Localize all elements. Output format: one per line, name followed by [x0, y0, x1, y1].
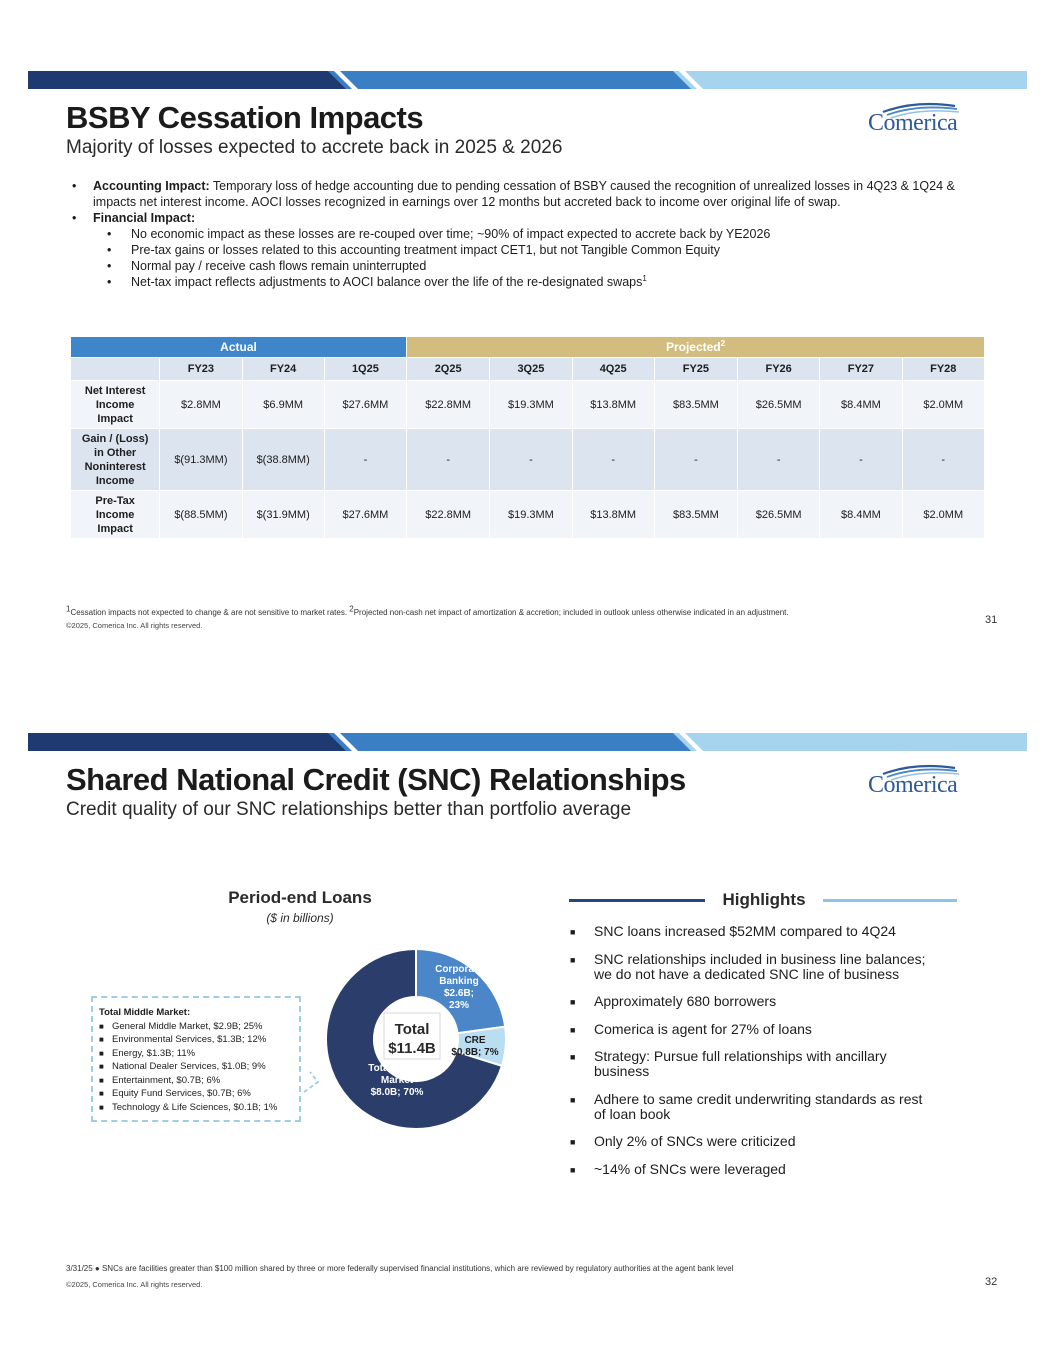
chart-title: Period-end Loans [228, 888, 372, 907]
slice-label-corporate-banking: Corporate Banking $2.6B; 23% [435, 964, 483, 1011]
table-row [71, 381, 985, 429]
logo-text: Comerica [868, 772, 958, 798]
callout-connector [304, 1072, 318, 1092]
sub-bullet: • Pre-tax gains or losses related to this accounting treatment impact CET1, but not Tangible Common Equity [107, 243, 720, 257]
table-cell: $(31.9MM) [242, 491, 324, 539]
column-header: FY23 [160, 358, 242, 381]
slide-subtitle: Credit quality of our SNC relationships better than portfolio average [66, 799, 632, 820]
sub-bullet: • Net-tax impact reflects adjustments to AOCI balance over the life of the re-designated swaps$^1$ [107, 273, 647, 289]
row-label: Pre-Tax Income Impact [71, 491, 160, 539]
middle-market-heading: Total Middle Market: [99, 1007, 191, 1018]
comerica-logo [865, 98, 973, 138]
table-cell: $22.8MM [407, 491, 490, 539]
column-header: FY24 [242, 358, 324, 381]
highlight-item: ■ Approximately 680 borrowers [570, 993, 777, 1009]
table-cell: - [820, 429, 902, 491]
bullet-financial-impact: • Financial Impact: [72, 211, 196, 225]
column-header: 3Q25 [490, 358, 572, 381]
table-cell: $22.8MM [407, 381, 490, 429]
table-cell: $19.3MM [490, 491, 572, 539]
slice-label-cre: CRE $0.8B; 7% [451, 1035, 499, 1058]
highlights-rule-left [569, 899, 705, 902]
header-banner [28, 71, 1027, 89]
table-cell: $27.6MM [324, 381, 406, 429]
sub-bullet: • No economic impact as these losses are re-couped over time; ~90% of impact expected to accrete back by YE2026 [107, 227, 771, 241]
highlight-item: ■ Adhere to same credit underwriting standards as rest of loan book [570, 1090, 923, 1122]
table-cell: $2.8MM [160, 381, 242, 429]
column-header: 1Q25 [324, 358, 406, 381]
table-cell: $2.0MM [902, 491, 984, 539]
chart-subtitle: ($ in billions) [266, 911, 334, 925]
footnote: 3/31/25 ● SNCs are facilities greater than $100 million shared by three or more federally supervised financial institutions, which are reviewed by regulatory authorities at the agent bank level [66, 1264, 734, 1273]
table-cell: $13.8MM [572, 491, 654, 539]
copyright: ©2025, Comerica Inc. All rights reserved. [66, 1280, 203, 1289]
table-cell: $83.5MM [654, 491, 737, 539]
column-header: FY28 [902, 358, 984, 381]
table-cell: $(91.3MM) [160, 429, 242, 491]
center-label-line: Total [394, 1021, 430, 1038]
highlight-item: ■ Comerica is agent for 27% of loans [570, 1020, 812, 1037]
table-cell: - [572, 429, 654, 491]
row-label: Net Interest Income Impact [71, 381, 160, 429]
table-cell: $(88.5MM) [160, 491, 242, 539]
table-cell: - [902, 429, 984, 491]
copyright: ©2025, Comerica Inc. All rights reserved. [66, 621, 203, 630]
middle-market-item: ■ Technology & Life Sciences, $0.1B; 1% [99, 1101, 278, 1113]
slide-31 [0, 0, 1055, 660]
table-cell: $(38.8MM) [242, 429, 324, 491]
bsby-impact-table [70, 336, 985, 539]
group-header-row [71, 337, 985, 358]
column-header-row [71, 358, 985, 381]
table-cell: $13.8MM [572, 381, 654, 429]
row-label: Gain / (Loss) in Other Noninterest Income [71, 429, 160, 491]
slide-title: BSBY Cessation Impacts [66, 100, 424, 135]
highlight-item: ■ ~14% of SNCs were leveraged [570, 1160, 786, 1177]
middle-market-item: ■ National Dealer Services, $1.0B; 9% [99, 1061, 266, 1072]
table-cell: - [407, 429, 490, 491]
table-cell: - [738, 429, 820, 491]
footnote: $^1$Cessation impacts not expected to change & are not sensitive to market rates. $^2$Projected non-cash net impact of amortization & accretion; included in outlook unless otherwise indicated in an adjustment. [66, 604, 789, 617]
table-cell: $2.0MM [902, 381, 984, 429]
group-projected: Projected$^2$ [407, 337, 985, 358]
highlight-item: ■ Strategy: Pursue full relationships with ancillary business [570, 1048, 887, 1079]
table-cell: $19.3MM [490, 381, 572, 429]
middle-market-item: ■ Equity Fund Services, $0.7B; 6% [99, 1088, 251, 1099]
highlights-rule-right [823, 899, 957, 902]
table-cell: - [654, 429, 737, 491]
logo-text: Comerica [868, 110, 958, 136]
table-row [71, 491, 985, 539]
bullet-list [72, 178, 987, 290]
slide-title: Shared National Credit (SNC) Relationships [66, 762, 686, 797]
table-cell: - [490, 429, 572, 491]
center-label-line: $11.4B [388, 1040, 436, 1057]
column-header: 2Q25 [407, 358, 490, 381]
highlights-title: Highlights [722, 890, 806, 909]
bullet-label: Accounting Impact: [93, 179, 210, 193]
group-actual: Actual [71, 337, 407, 358]
table-cell: $26.5MM [738, 491, 820, 539]
middle-market-item: ■ Environmental Services, $1.3B; 12% [99, 1034, 267, 1045]
highlight-item: ■ SNC loans increased $52MM compared to 4Q24 [570, 923, 896, 939]
table-cell: $26.5MM [738, 381, 820, 429]
column-header: FY25 [654, 358, 737, 381]
table-cell: $27.6MM [324, 491, 406, 539]
highlights-list [570, 924, 950, 1189]
column-header: FY26 [738, 358, 820, 381]
table-row [71, 429, 985, 491]
slide-32 [0, 660, 1055, 1365]
highlight-item: ■ SNC relationships included in business line balances; we do not have a dedicated SNC line of business [570, 950, 926, 982]
slice-label-total-middle-market: Total Middle Market $8.0B; 70% [368, 1063, 426, 1098]
column-header-blank [71, 358, 160, 381]
page-number: 32 [985, 1276, 998, 1288]
page-number: 31 [985, 614, 998, 626]
column-header: 4Q25 [572, 358, 654, 381]
bullet-text: Temporary loss of hedge accounting due to pending cessation of BSBY caused the recognition of unrealized losses in 4Q23 & 1Q24 & impacts net interest income. AOCI losses recognized in earnings over 12 months but accreted back to income over original life of swap. [93, 179, 955, 209]
table-cell: $8.4MM [820, 381, 902, 429]
middle-market-breakdown-box [91, 996, 301, 1122]
table-cell: - [324, 429, 406, 491]
middle-market-item: ■ Energy, $1.3B; 11% [99, 1047, 196, 1059]
highlight-item: ■ Only 2% of SNCs were criticized [570, 1133, 796, 1149]
table-cell: $6.9MM [242, 381, 324, 429]
bullet-label: Financial Impact: [93, 211, 196, 225]
sub-bullet: • Normal pay / receive cash flows remain uninterrupted [107, 259, 427, 273]
table-cell: $8.4MM [820, 491, 902, 539]
slide-subtitle: Majority of losses expected to accrete back in 2025 & 2026 [66, 137, 563, 158]
column-header: FY27 [820, 358, 902, 381]
bullet-accounting-impact: • Accounting Impact: Temporary loss of hedge accounting due to pending cessation of BSBY caused the recognition of unrealized losses in 4Q23 & 1Q24 & impacts net interest income. AOCI losses recognized in earnings over 12 months but accreted back to income over original life of swap. [72, 179, 955, 209]
table-cell: $83.5MM [654, 381, 737, 429]
middle-market-item: ■ General Middle Market, $2.9B; 25% [99, 1020, 263, 1032]
middle-market-item: ■ Entertainment, $0.7B; 6% [99, 1074, 221, 1086]
